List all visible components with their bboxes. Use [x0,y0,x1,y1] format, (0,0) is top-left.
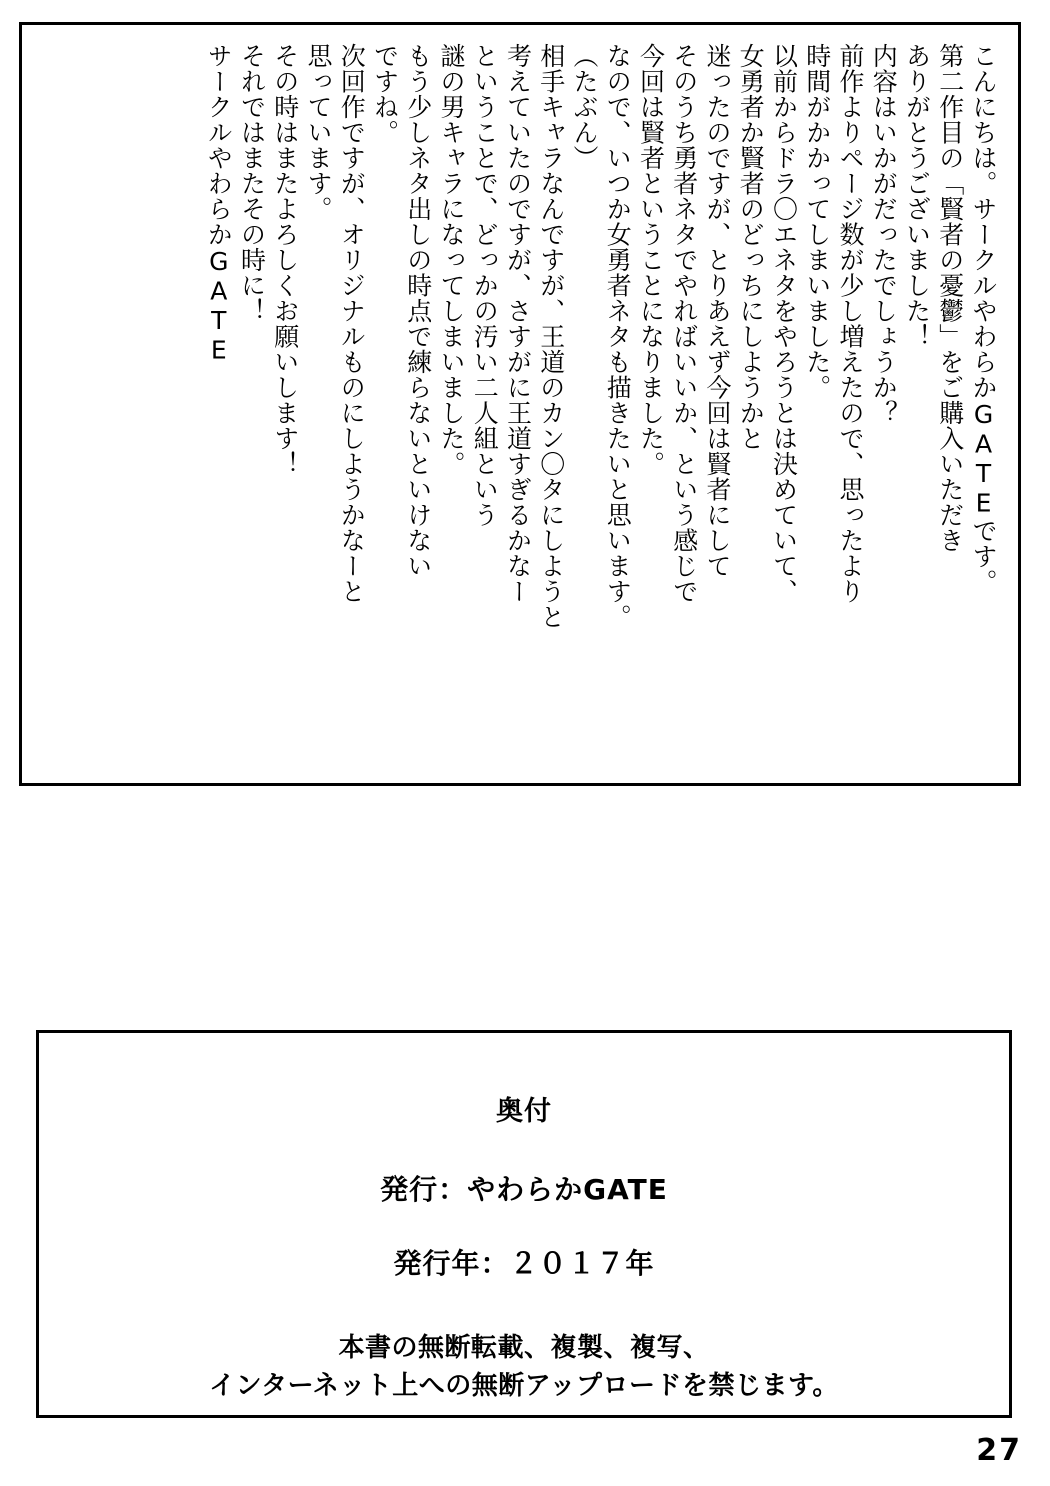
afterword-panel [19,22,1021,786]
afterword-line: 時間がかかってしまいました。 [802,43,832,400]
page-number: 27 [976,1433,1022,1468]
colophon-year: 発行年：２０１７年 [393,1247,655,1280]
colophon-publisher: 発行：やわらかGATE [380,1173,668,1206]
colophon-title: 奥付 [496,1096,552,1127]
colophon-panel [36,1030,1012,1418]
afterword-line: ですね。 [370,43,400,145]
afterword-line: 相手キャラなんですが、王道のカン〇タにしようと [536,43,566,630]
afterword-signature: サークルやわらかGATE [204,43,234,365]
colophon-notice-line-1: 本書の無断転載、複製、複写、 [338,1333,710,1363]
afterword-line: 以前からドラ〇エネタをやろうとは決めていて、 [769,43,799,604]
afterword-line: 女勇者か賢者のどっちにしようかと [736,43,766,451]
afterword-line: 内容はいかがだったでしょうか？ [869,43,899,426]
afterword-line: 第二作目の「賢者の憂鬱」をご購入いただき [935,43,965,553]
afterword-line: 迷ったのですが、とりあえず今回は賢者にして [703,43,732,579]
afterword-text-block [44,43,996,767]
afterword-line: そのうち勇者ネタでやればいいか、という感じで [669,43,699,604]
afterword-line: こんにちは。サークルやわらかGATEです。 [969,43,998,595]
afterword-line: もう少しネタ出しの時点で練らないといけない [403,43,433,579]
afterword-line: ありがとうございました！ [902,43,932,349]
afterword-line: その時はまたよろしくお願いします！ [270,43,300,477]
afterword-line: それではまたその時に！ [237,43,267,324]
afterword-line: なので、いつか女勇者ネタも描きたいと思います。 [603,43,633,630]
afterword-line: 前作よりページ数が少し増えたので、思ったより [836,43,865,604]
afterword-line: （たぶん） [570,43,599,171]
afterword-line: 謎の男キャラになってしまいました。 [437,43,466,477]
colophon-notice [209,1330,839,1405]
afterword-line: 思っています。 [304,43,333,222]
afterword-line: 考えていたのですが、さすがに王道すぎるかなー [503,43,533,604]
colophon-notice-line-2: インターネット上への無断アップロードを禁じます。 [209,1370,839,1401]
afterword-line: 今回は賢者ということになりました。 [636,43,666,477]
afterword-line: ということで、どっかの汚い二人組という [470,43,500,528]
afterword-line: 次回作ですが、オリジナルものにしようかなーと [337,43,367,604]
